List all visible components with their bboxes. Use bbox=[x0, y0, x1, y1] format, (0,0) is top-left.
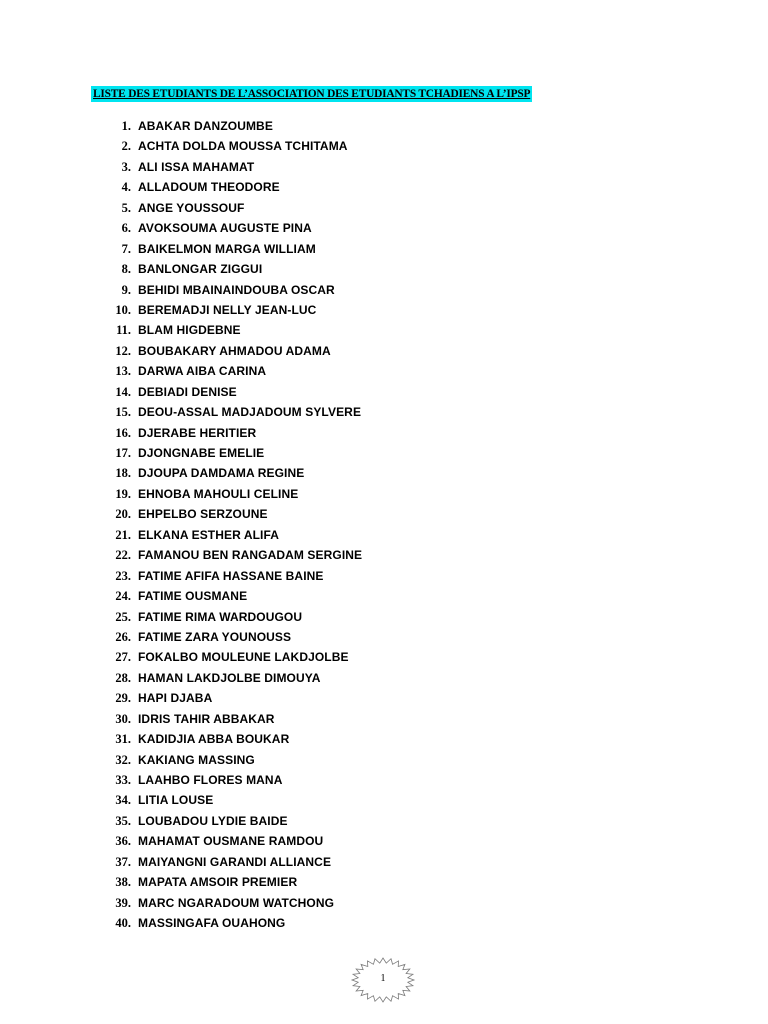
list-item-number: 38. bbox=[115, 875, 131, 890]
student-name: BLAM HIGDEBNE bbox=[138, 323, 241, 338]
student-name: ABAKAR DANZOUMBE bbox=[138, 119, 273, 133]
list-item-number: 23. bbox=[115, 568, 131, 583]
list-item-number: 25. bbox=[115, 609, 131, 624]
list-item-number: 4. bbox=[121, 180, 131, 195]
student-name: MAHAMAT OUSMANE RAMDOU bbox=[138, 834, 324, 849]
list-item-number: 15. bbox=[115, 405, 131, 420]
list-item-number: 13. bbox=[115, 364, 131, 379]
list-item-number: 28. bbox=[115, 670, 131, 685]
list-item-number: 22. bbox=[115, 548, 131, 563]
student-name: DJONGNABE EMELIE bbox=[138, 446, 265, 460]
student-name: MARC NGARADOUM WATCHONG bbox=[138, 895, 335, 910]
list-item-number: 7. bbox=[121, 241, 131, 256]
list-item-number: 1. bbox=[121, 119, 131, 133]
student-name: LAAHBO FLORES MANA bbox=[138, 773, 283, 787]
list-item-number: 19. bbox=[115, 486, 131, 501]
student-name: ACHTA DOLDA MOUSSA TCHITAMA bbox=[138, 139, 348, 154]
student-name: DARWA AIBA CARINA bbox=[138, 364, 267, 379]
list-item-number: 5. bbox=[121, 200, 131, 215]
student-name: BOUBAKARY AHMADOU ADAMA bbox=[138, 343, 331, 358]
student-name: HAPI DJABA bbox=[138, 691, 213, 706]
list-item-number: 16. bbox=[115, 425, 131, 440]
student-name: ALLADOUM THEODORE bbox=[138, 180, 280, 195]
student-name: MAIYANGNI GARANDI ALLIANCE bbox=[138, 854, 332, 869]
student-name: FATIME OUSMANE bbox=[138, 589, 248, 604]
list-item-number: 26. bbox=[115, 629, 131, 644]
student-name: HAMAN LAKDJOLBE DIMOUYA bbox=[138, 670, 321, 685]
list-item-number: 39. bbox=[115, 895, 131, 910]
student-name: DJOUPA DAMDAMA REGINE bbox=[138, 466, 305, 481]
student-name: IDRIS TAHIR ABBAKAR bbox=[138, 711, 275, 726]
list-item-number: 2. bbox=[121, 139, 131, 154]
list-item-number: 33. bbox=[115, 773, 131, 787]
list-item-number: 27. bbox=[115, 650, 131, 665]
student-name: DEOU-ASSAL MADJADOUM SYLVERE bbox=[138, 405, 362, 420]
list-item-number: 40. bbox=[115, 916, 131, 931]
list-item-number: 20. bbox=[115, 507, 131, 522]
list-item-number: 31. bbox=[115, 732, 131, 747]
list-item-number: 9. bbox=[121, 282, 131, 297]
page-number: 1 bbox=[380, 973, 386, 984]
list-item-number: 34. bbox=[115, 793, 131, 808]
document-title: LISTE DES ETUDIANTS DE L’ASSOCIATION DES ETUDIANTS TCHADIENS A L’IPSP bbox=[93, 88, 531, 100]
student-name: BEREMADJI NELLY JEAN-LUC bbox=[138, 302, 317, 317]
student-name: BANLONGAR ZIGGUI bbox=[138, 262, 263, 277]
list-item-number: 24. bbox=[115, 589, 131, 604]
list-item-number: 14. bbox=[115, 384, 131, 399]
student-name: ANGE YOUSSOUF bbox=[138, 200, 245, 215]
list-item-number: 21. bbox=[115, 527, 131, 542]
list-item-number: 18. bbox=[115, 466, 131, 481]
list-item-number: 12. bbox=[115, 343, 131, 358]
list-item-number: 36. bbox=[115, 834, 131, 849]
student-name: FATIME ZARA YOUNOUSS bbox=[138, 629, 292, 644]
student-name: FATIME RIMA WARDOUGOU bbox=[138, 609, 303, 624]
student-name: DJERABE HERITIER bbox=[138, 425, 257, 440]
student-name: AVOKSOUMA AUGUSTE PINA bbox=[138, 221, 312, 236]
student-name: EHNOBA MAHOULI CELINE bbox=[138, 486, 299, 501]
list-item-number: 10. bbox=[115, 302, 131, 317]
student-name: MASSINGAFA OUAHONG bbox=[138, 916, 286, 931]
student-name: ELKANA ESTHER ALIFA bbox=[138, 527, 280, 542]
list-item-number: 17. bbox=[115, 446, 131, 460]
list-item-number: 32. bbox=[115, 752, 131, 767]
student-name: MAPATA AMSOIR PREMIER bbox=[138, 875, 298, 890]
list-item-number: 30. bbox=[115, 711, 131, 726]
list-item-number: 3. bbox=[121, 159, 131, 174]
list-item-number: 35. bbox=[115, 813, 131, 828]
list-item-number: 29. bbox=[115, 691, 131, 706]
student-name: KAKIANG MASSING bbox=[138, 752, 255, 767]
student-name: BAIKELMON MARGA WILLIAM bbox=[138, 241, 316, 256]
student-name: DEBIADI DENISE bbox=[138, 384, 237, 399]
student-name: ALI ISSA MAHAMAT bbox=[138, 159, 255, 174]
student-name: FOKALBO MOULEUNE LAKDJOLBE bbox=[138, 650, 349, 665]
student-name: LOUBADOU LYDIE BAIDE bbox=[138, 813, 288, 828]
student-name: LITIA LOUSE bbox=[138, 793, 214, 808]
student-name: KADIDJIA ABBA BOUKAR bbox=[138, 732, 290, 747]
student-name: FAMANOU BEN RANGADAM SERGINE bbox=[138, 548, 363, 563]
student-name: FATIME AFIFA HASSANE BAINE bbox=[138, 568, 324, 583]
list-item-number: 8. bbox=[121, 262, 131, 277]
list-item-number: 6. bbox=[121, 221, 131, 236]
student-name: BEHIDI MBAINAINDOUBA OSCAR bbox=[138, 282, 335, 297]
student-name: EHPELBO SERZOUNE bbox=[138, 507, 268, 522]
list-item-number: 37. bbox=[115, 854, 131, 869]
list-item-number: 11. bbox=[116, 323, 131, 338]
